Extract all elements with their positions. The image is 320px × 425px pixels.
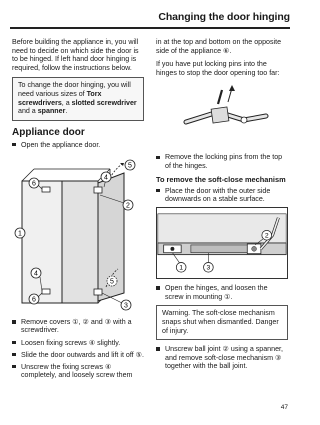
list-item: Open the appliance door.	[12, 141, 144, 150]
soft-close-heading: To remove the soft-close mechanism	[156, 174, 286, 184]
door-hinge-figure	[12, 153, 144, 313]
list-item: Unscrew the fixing screws ④ completely, and loosely screw them	[12, 363, 144, 380]
svg-text:1: 1	[179, 264, 184, 272]
svg-text:1: 1	[18, 230, 22, 238]
note-slotted: slotted screwdriver	[71, 98, 137, 107]
bottom-hinge	[94, 289, 102, 295]
door-steps-list	[12, 318, 144, 380]
page-header	[0, 0, 300, 28]
svg-text:4: 4	[104, 174, 108, 182]
note-text: To change the door hinging, you will need various sizes of	[18, 81, 131, 98]
svg-text:6: 6	[32, 296, 36, 304]
note-spanner: spanner	[37, 107, 66, 116]
tools-note	[12, 77, 144, 120]
svg-text:2: 2	[126, 202, 130, 210]
list-item: Remove covers ①, ② and ③ with a screwdriver.	[12, 318, 144, 335]
callout-1	[15, 228, 25, 238]
cabinet-body	[62, 181, 98, 303]
soft-close-list	[156, 187, 288, 204]
soft-close-figure	[156, 207, 288, 279]
right-column	[156, 38, 288, 375]
page-title: Changing the door hinging	[158, 11, 290, 23]
list-item: Place the door with the outer side downwards on a stable surface.	[156, 187, 288, 204]
top-hinge	[94, 187, 102, 193]
locking-pins-text: If you have put locking pins into the hinges to stop the door opening too far:	[156, 60, 280, 77]
open-door-list	[12, 141, 144, 150]
svg-text:2: 2	[264, 232, 269, 240]
svg-text:3: 3	[206, 264, 211, 272]
page-number: 47	[280, 404, 288, 411]
arrow-up-icon	[229, 85, 235, 91]
ball-joint-list	[156, 345, 288, 371]
locking-pin-figure	[156, 82, 288, 148]
pins-list	[156, 153, 288, 170]
note-torx: Torx screwdrivers	[18, 89, 102, 107]
continued-text: in at the top and bottom on the opposite side of the appliance ⑥.	[156, 38, 282, 55]
list-item: Unscrew ball joint ② using a spanner, and remove soft-close mechanism ③ together with the ball joint.	[156, 345, 288, 371]
cabinet-side	[22, 181, 62, 303]
soft-close-mechanism	[191, 245, 247, 253]
warning-box: Warning. The soft-close mechanism snaps shut when dismantled. Danger of injury.	[156, 305, 288, 340]
svg-text:5: 5	[110, 278, 114, 286]
note-text: and a	[18, 107, 38, 116]
list-item: Remove the locking pins from the top of the hinges.	[156, 153, 288, 170]
callout-5-bottom	[107, 276, 117, 286]
left-column	[12, 38, 144, 383]
list-item: Open the hinges, and loosen the screw in mounting ①.	[156, 284, 288, 301]
list-item: Loosen fixing screws ④ slightly.	[12, 339, 144, 348]
locking-pin	[218, 90, 222, 104]
note-text: , a	[61, 98, 72, 107]
intro-paragraph: Before building the appliance in, you will need to decide on which side the door is to be hinged. If left hand door hinging is required, follow the instructions below.	[12, 38, 139, 72]
svg-text:6: 6	[32, 180, 36, 188]
hinges-list	[156, 284, 288, 301]
note-text: .	[65, 107, 68, 116]
svg-text:5: 5	[128, 162, 132, 170]
svg-text:4: 4	[34, 270, 38, 278]
list-item: Slide the door outwards and lift it off ⑤.	[12, 351, 144, 360]
svg-text:3: 3	[124, 302, 128, 310]
callout-5-top	[125, 160, 135, 170]
header-rule	[10, 27, 290, 29]
section-heading: Appliance door	[12, 126, 85, 138]
